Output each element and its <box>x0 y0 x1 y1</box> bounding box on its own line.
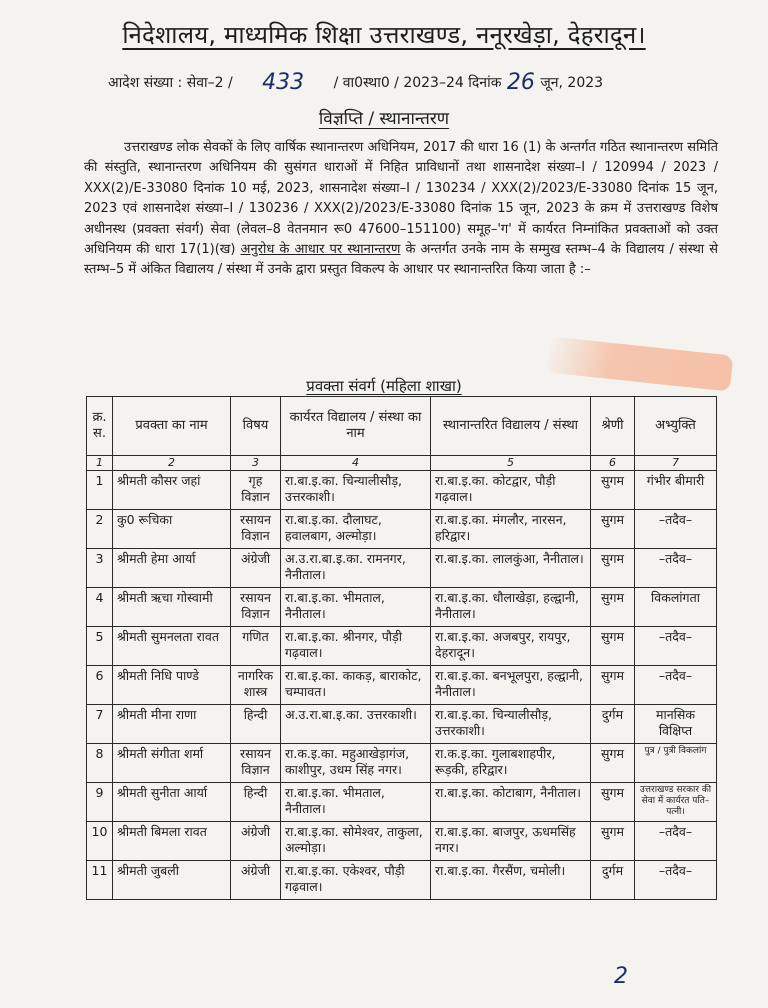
column-number: 1 <box>87 456 113 471</box>
subject-cell: गणित <box>231 627 281 666</box>
serial-cell: 11 <box>87 861 113 900</box>
remark-cell: मानसिक विक्षिप्त <box>635 705 717 744</box>
subject-cell: रसायन विज्ञान <box>231 510 281 549</box>
table-row <box>87 588 717 627</box>
order-reference-line <box>108 70 603 95</box>
current-school-cell: रा.बा.इ.का. भीमताल, नैनीताल। <box>281 783 431 822</box>
lecturer-name-cell: श्रीमती बिमला रावत <box>113 822 231 861</box>
remark-cell: उत्तराखण्ड सरकार की सेवा में कार्यरत पति–पत्नी। <box>635 783 717 822</box>
current-school-cell: रा.बा.इ.का. चिन्यालीसौड़, उत्तरकाशी। <box>281 471 431 510</box>
table-row <box>87 705 717 744</box>
remark-cell: गंभीर बीमारी <box>635 471 717 510</box>
column-number: 4 <box>281 456 431 471</box>
subject-cell: अंग्रेजी <box>231 549 281 588</box>
serial-cell: 10 <box>87 822 113 861</box>
serial-cell: 2 <box>87 510 113 549</box>
header-transfer-school: स्थानान्तरित विद्यालय / संस्था <box>431 397 591 456</box>
table-header-row <box>87 397 717 456</box>
category-cell: सुगम <box>591 627 635 666</box>
body-underlined: अनुरोध के आधार पर स्थानान्तरण <box>240 242 401 258</box>
header-subject: विषय <box>231 397 281 456</box>
current-school-cell: अ.उ.रा.बा.इ.का. उत्तरकाशी। <box>281 705 431 744</box>
notice-body <box>84 138 718 281</box>
body-part-2: के अन्तर्गत उनके नाम के सम्मुख स्तम्भ–4 के विद्यालय / संस्था से स्तम्भ–5 में अंकित विद्यालय / संस्था में उनके द्वारा प्रस्तुत विकल्प के आधार पर स्थानान्तरित किया जाता है :– <box>84 242 718 278</box>
category-cell: सुगम <box>591 471 635 510</box>
category-cell: सुगम <box>591 588 635 627</box>
serial-cell: 4 <box>87 588 113 627</box>
lecturer-name-cell: श्रीमती निधि पाण्डे <box>113 666 231 705</box>
column-number: 5 <box>431 456 591 471</box>
category-cell: सुगम <box>591 549 635 588</box>
serial-cell: 7 <box>87 705 113 744</box>
directorate-title: निदेशालय, माध्यमिक शिक्षा उत्तराखण्ड, ननूरखेड़ा, देहरादून। <box>122 21 646 49</box>
remark-cell: –तदैव– <box>635 627 717 666</box>
column-number: 3 <box>231 456 281 471</box>
transfer-school-cell: रा.बा.इ.का. मंगलौर, नारसन, हरिद्वार। <box>431 510 591 549</box>
transfer-school-cell: रा.बा.इ.का. चिन्यालीसौड़, उत्तरकाशी। <box>431 705 591 744</box>
lecturer-name-cell: श्रीमती सुमनलता रावत <box>113 627 231 666</box>
remark-cell: –तदैव– <box>635 822 717 861</box>
transfer-school-cell: रा.बा.इ.का. अजबपुर, रायपुर, देहरादून। <box>431 627 591 666</box>
current-school-cell: अ.उ.रा.बा.इ.का. रामनगर, नैनीताल। <box>281 549 431 588</box>
transfer-school-cell: रा.बा.इ.का. बाजपुर, ऊधमसिंह नगर। <box>431 822 591 861</box>
order-month-year: जून, 2023 <box>540 75 604 91</box>
order-prefix: आदेश संख्या : सेवा–2 / <box>108 75 233 91</box>
body-part-1: उत्तराखण्ड लोक सेवकों के लिए वार्षिक स्थानान्तरण अधिनियम, 2017 की धारा 16 (1) के अन्तर्गत गठित स्थानान्तरण समिति की संस्तुति, स्थानान्तरण अधिनियम की सुसंगत धाराओं में निहित प्राविधानों तथा शासनादेश संख्या–I / 120994 / 2023 / XXX(2)/E-33080 दिनांक 10 मई, 2023, शासनादेश संख्या–I / 130234 / XXX(2)/2023/E-33080 दिनांक 15 जून, 2023 एवं शासनादेश संख्या–I / 130236 / XXX(2)/2023/E-33080 दिनांक 15 जून, 2023 के क्रम में उत्तराखण्ड विशेष अधीनस्थ (प्रवक्ता संवर्ग) सेवा (लेवल–8 वेतनमान रू0 47600–151100) समूह–'ग' में कार्यरत निम्नांकित प्रवक्ताओं को उक्त अधिनियम की धारा 17(1)(ख) <box>84 140 718 258</box>
lecturer-name-cell: श्रीमती संगीता शर्मा <box>113 744 231 783</box>
transfer-school-cell: रा.बा.इ.का. गैरसैंण, चमोली। <box>431 861 591 900</box>
order-day-handwritten: 26 <box>506 70 535 95</box>
current-school-cell: रा.बा.इ.का. श्रीनगर, पौड़ी गढ़वाल। <box>281 627 431 666</box>
column-number: 2 <box>113 456 231 471</box>
current-school-cell: रा.क.इ.का. महुआखेड़ागंज, काशीपुर, उधम सिंह नगर। <box>281 744 431 783</box>
subject-cell: हिन्दी <box>231 705 281 744</box>
notice-subject: विज्ञप्ति / स्थानान्तरण <box>318 109 450 129</box>
lecturer-name-cell: श्रीमती सुनीता आर्या <box>113 783 231 822</box>
transfer-table <box>86 396 717 900</box>
header-serial: क्र. स. <box>87 397 113 456</box>
column-number-row <box>87 456 717 471</box>
table-row <box>87 549 717 588</box>
current-school-cell: रा.बा.इ.का. एकेश्वर, पौड़ी गढ़वाल। <box>281 861 431 900</box>
table-row <box>87 822 717 861</box>
category-cell: सुगम <box>591 510 635 549</box>
table-row <box>87 471 717 510</box>
transfer-school-cell: रा.बा.इ.का. कोटद्वार, पौड़ी गढ़वाल। <box>431 471 591 510</box>
category-cell: सुगम <box>591 783 635 822</box>
lecturer-name-cell: श्रीमती ऋचा गोस्वामी <box>113 588 231 627</box>
remark-cell: –तदैव– <box>635 549 717 588</box>
remark-cell: पुत्र / पुत्री विकलांग <box>635 744 717 783</box>
column-number: 6 <box>591 456 635 471</box>
current-school-cell: रा.बा.इ.का. भीमताल, नैनीताल। <box>281 588 431 627</box>
transfer-school-cell: रा.बा.इ.का. धौलाखेड़ा, हल्द्वानी, नैनीताल। <box>431 588 591 627</box>
header-remark: अभ्युक्ति <box>635 397 717 456</box>
serial-cell: 8 <box>87 744 113 783</box>
serial-cell: 9 <box>87 783 113 822</box>
subject-cell: रसायन विज्ञान <box>231 588 281 627</box>
lecturer-name-cell: श्रीमती मीना राणा <box>113 705 231 744</box>
category-cell: सुगम <box>591 666 635 705</box>
lecturer-name-cell: श्रीमती जुबली <box>113 861 231 900</box>
header-current-school: कार्यरत विद्यालय / संस्था का नाम <box>281 397 431 456</box>
category-cell: सुगम <box>591 822 635 861</box>
subject-cell: रसायन विज्ञान <box>231 744 281 783</box>
current-school-cell: रा.बा.इ.का. काकड़, बाराकोट, चम्पावत। <box>281 666 431 705</box>
remark-cell: विकलांगता <box>635 588 717 627</box>
remark-cell: –तदैव– <box>635 510 717 549</box>
transfer-school-cell: रा.बा.इ.का. कोटाबाग, नैनीताल। <box>431 783 591 822</box>
remark-cell: –तदैव– <box>635 666 717 705</box>
table-caption: प्रवक्ता संवर्ग (महिला शाखा) <box>306 377 462 395</box>
table-row <box>87 861 717 900</box>
subject-cell: अंग्रेजी <box>231 861 281 900</box>
lecturer-name-cell: श्रीमती कौसर जहां <box>113 471 231 510</box>
table-row <box>87 744 717 783</box>
transfer-school-cell: रा.बा.इ.का. बनभूलपुरा, हल्द्वानी, नैनीताल। <box>431 666 591 705</box>
order-suffix: / वा0स्था0 / 2023–24 दिनांक <box>333 75 502 91</box>
table-row <box>87 783 717 822</box>
serial-cell: 1 <box>87 471 113 510</box>
subject-cell: गृह विज्ञान <box>231 471 281 510</box>
current-school-cell: रा.बा.इ.का. दौलाघट, हवालबाग, अल्मोड़ा। <box>281 510 431 549</box>
subject-cell: अंग्रेजी <box>231 822 281 861</box>
column-number: 7 <box>635 456 717 471</box>
subject-cell: हिन्दी <box>231 783 281 822</box>
transfer-school-cell: रा.क.इ.का. गुलाबशाहपीर, रूड़की, हरिद्वार। <box>431 744 591 783</box>
table-row <box>87 510 717 549</box>
order-number-handwritten: 433 <box>262 70 305 95</box>
header-name: प्रवक्ता का नाम <box>113 397 231 456</box>
current-school-cell: रा.बा.इ.का. सोमेश्वर, ताकुला, अल्मोड़ा। <box>281 822 431 861</box>
table-row <box>87 627 717 666</box>
category-cell: दुर्गम <box>591 705 635 744</box>
serial-cell: 5 <box>87 627 113 666</box>
subject-cell: नागरिक शास्त्र <box>231 666 281 705</box>
serial-cell: 6 <box>87 666 113 705</box>
lecturer-name-cell: श्रीमती हेमा आर्या <box>113 549 231 588</box>
category-cell: सुगम <box>591 744 635 783</box>
remark-cell: –तदैव– <box>635 861 717 900</box>
header-category: श्रेणी <box>591 397 635 456</box>
serial-cell: 3 <box>87 549 113 588</box>
category-cell: दुर्गम <box>591 861 635 900</box>
page-number-handwritten: 2 <box>614 964 628 989</box>
lecturer-name-cell: कु0 रूचिका <box>113 510 231 549</box>
table-row <box>87 666 717 705</box>
transfer-school-cell: रा.बा.इ.का. लालकुंआ, नैनीताल। <box>431 549 591 588</box>
